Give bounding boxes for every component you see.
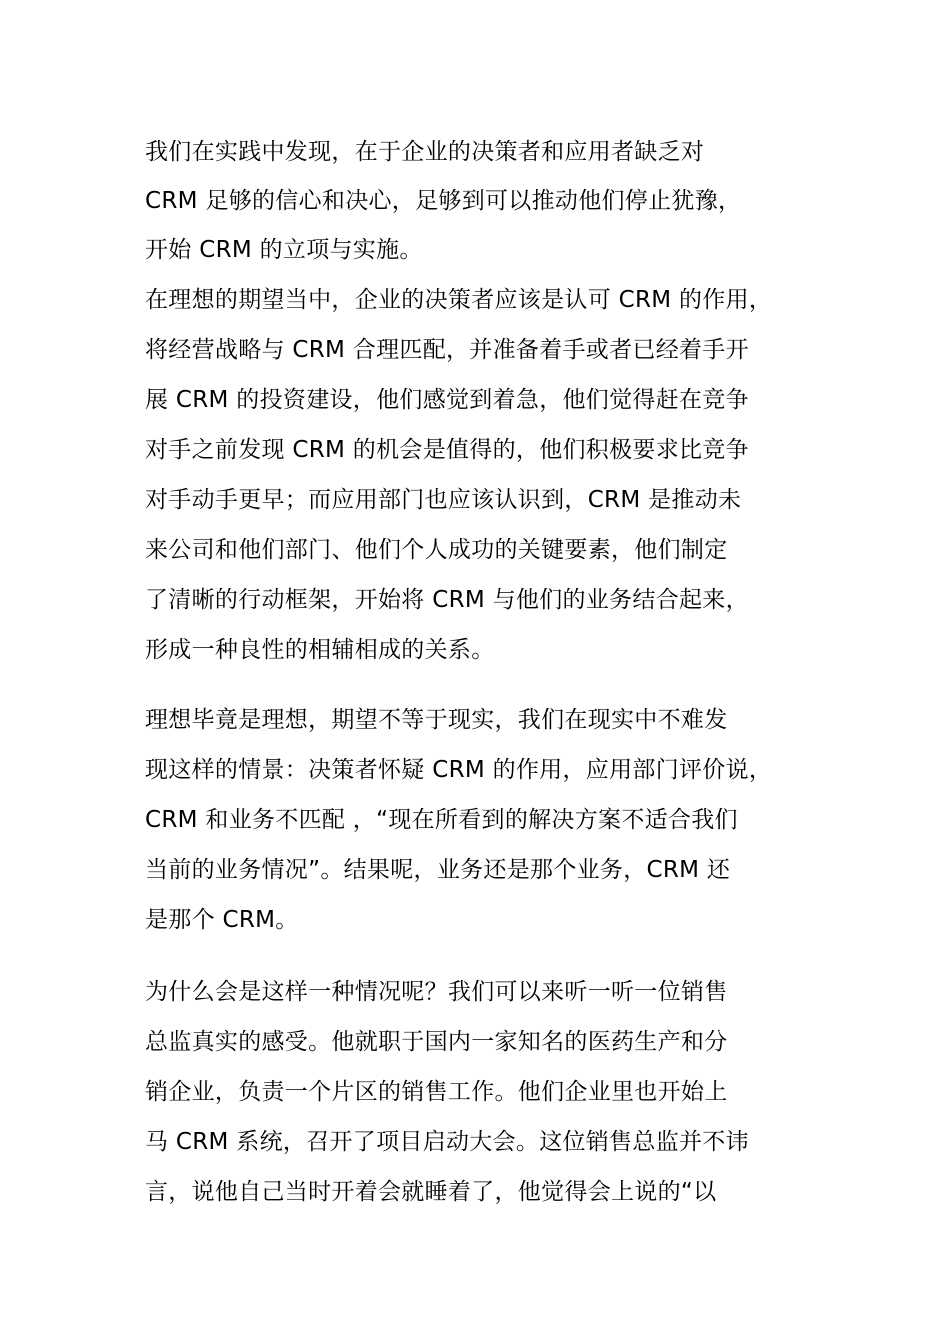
text-line: 形成一种良性的相辅相成的关系。 — [145, 637, 495, 663]
text-line: CRM 足够的信心和决心，足够到可以推动他们停止犹豫， — [145, 188, 742, 214]
text-line: 在理想的期望当中，企业的决策者应该是认可 CRM 的作用， — [145, 287, 773, 313]
text-line: 是那个 CRM。 — [145, 907, 299, 933]
text-line: 为什么会是这样一种情况呢？我们可以来听一听一位销售 — [145, 979, 728, 1005]
text-line: 总监真实的感受。他就职于国内一家知名的医药生产和分 — [145, 1029, 728, 1055]
text-line: 当前的业务情况”。结果呢，业务还是那个业务，CRM 还 — [145, 857, 731, 883]
text-line: 对手之前发现 CRM 的机会是值得的，他们积极要求比竞争 — [145, 437, 749, 463]
text-line: 了清晰的行动框架，开始将 CRM 与他们的业务结合起来， — [145, 587, 749, 613]
text-line: 马 CRM 系统，召开了项目启动大会。这位销售总监并不讳 — [145, 1129, 749, 1155]
text-line: 将经营战略与 CRM 合理匹配，并准备着手或者已经着手开 — [145, 337, 749, 363]
text-line: 来公司和他们部门、他们个人成功的关键要素，他们制定 — [145, 537, 728, 563]
text-line: 我们在实践中发现，在于企业的决策者和应用者缺乏对 — [145, 139, 705, 165]
text-line: 理想毕竟是理想，期望不等于现实，我们在现实中不难发 — [145, 707, 728, 733]
text-line: 对手动手更早；而应用部门也应该认识到，CRM 是推动未 — [145, 487, 742, 513]
text-line: 开始 CRM 的立项与实施。 — [145, 237, 423, 263]
text-line: 现这样的情景：决策者怀疑 CRM 的作用，应用部门评价说， — [145, 757, 773, 783]
text-line: CRM 和业务不匹配 ，“现在所看到的解决方案不适合我们 — [145, 807, 738, 833]
text-line: 展 CRM 的投资建设，他们感觉到着急，他们觉得赶在竞争 — [145, 387, 749, 413]
text-line: 言，说他自己当时开着会就睡着了，他觉得会上说的“以 — [145, 1179, 717, 1205]
text-line: 销企业，负责一个片区的销售工作。他们企业里也开始上 — [145, 1079, 728, 1105]
